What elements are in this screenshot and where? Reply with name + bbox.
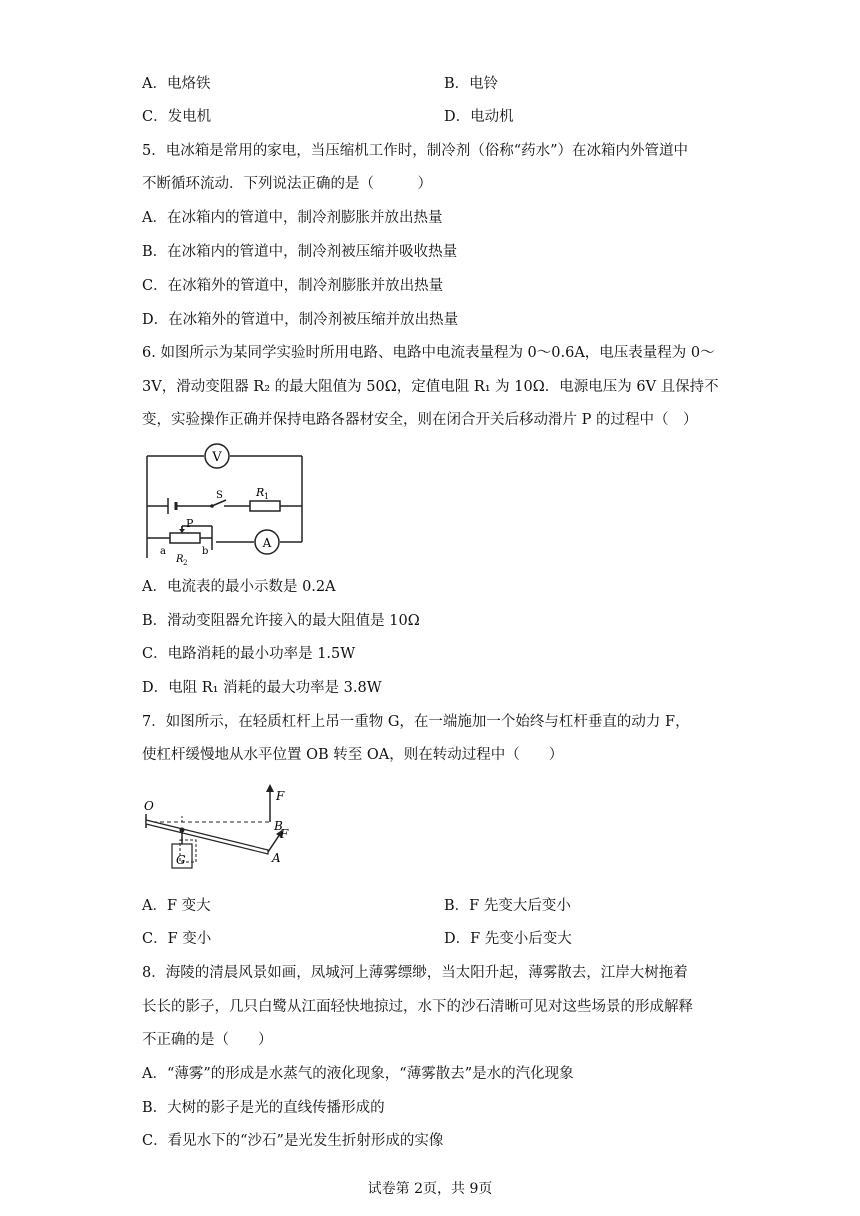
q4-option-d: D．电动机 (444, 109, 514, 125)
q7-option-b: B．F 先变大后变小 (444, 898, 571, 914)
q6-option-c: C．电路消耗的最小功率是 1.5W (142, 646, 356, 662)
q8-option-a: A．“薄雾”的形成是水蒸气的液化现象，“薄雾散去”是水的汽化现象 (142, 1066, 574, 1082)
r2-end-a-label: a (160, 546, 166, 557)
resistor-r1 (250, 501, 280, 511)
force-label-top: F (276, 789, 285, 803)
r2-label: R (176, 554, 184, 565)
q6-option-d: D．电阻 R₁ 消耗的最大功率是 3.8W (142, 680, 382, 696)
q7-option-c: C．F 变小 (142, 931, 212, 947)
q7-option-a: A．F 变大 (142, 898, 211, 914)
ammeter-label: A (262, 536, 272, 550)
lever-oa (146, 820, 268, 854)
q5-stem-line-2: 不断循环流动．下列说法正确的是（ ） (142, 176, 432, 192)
force-arrowhead-b (266, 784, 274, 792)
voltmeter-label: V (212, 450, 222, 465)
q7-stem-line-2: 使杠杆缓慢地从水平位置 OB 转至 OA，则在转动过程中（ ） (142, 747, 564, 763)
r2-end-b-label: b (202, 546, 209, 557)
r1-subscript: 1 (264, 492, 270, 501)
weight-label-g: G (176, 853, 186, 867)
q4-option-a: A．电烙铁 (142, 76, 211, 92)
q6-option-b: B．滑动变阻器允许接入的最大阻值是 10Ω (142, 613, 420, 629)
q8-option-c: C．看见水下的“沙石”是光发生折射形成的实像 (142, 1133, 444, 1149)
q5-option-b: B．在冰箱内的管道中，制冷剂被压缩并吸收热量 (142, 244, 458, 260)
page-footer: 试卷第 2页，共 9页 (367, 1181, 493, 1197)
q4-option-c: C．发电机 (142, 109, 212, 125)
switch-label: S (216, 490, 223, 501)
q5-option-d: D．在冰箱外的管道中，制冷剂被压缩并放出热量 (142, 312, 459, 328)
q8-option-b: B．大树的影子是光的直线传播形成的 (142, 1100, 385, 1116)
q7-option-d: D．F 先变小后变大 (444, 931, 572, 947)
q6-circuit-diagram (140, 442, 310, 568)
slider-label: P (186, 517, 194, 530)
point-label-a: A (272, 851, 281, 865)
point-label-b: B (274, 819, 283, 833)
q6-stem-line-3: 变，实验操作正确并保持电路各器材安全，则在闭合开关后移动滑片 P 的过程中（ ） (142, 412, 698, 428)
q8-stem-line-2: 长长的影子，几只白鹭从江面轻快地掠过，水下的沙石清晰可见对这些场景的形成解释 (142, 999, 693, 1015)
q5-stem-line-1: 5．电冰箱是常用的家电，当压缩机工作时，制冷剂（俗称“药水”）在冰箱内外管道中 (142, 143, 689, 159)
q5-option-c: C．在冰箱外的管道中，制冷剂膨胀并放出热量 (142, 278, 444, 294)
q8-stem-line-3: 不正确的是（ ） (142, 1032, 273, 1048)
q8-stem-line-1: 8．海陵的清晨风景如画，凤城河上薄雾缥缈，当太阳升起，薄雾散去，江岸大树拖着 (142, 965, 688, 981)
q4-option-b: B．电铃 (444, 76, 499, 92)
q6-option-a: A．电流表的最小示数是 0.2A (142, 579, 336, 595)
pivot-label-o: O (144, 799, 154, 813)
rheostat-r2 (170, 533, 200, 543)
q7-stem-line-1: 7．如图所示，在轻质杠杆上吊一重物 G，在一端施加一个始终与杠杆垂直的动力 F， (142, 714, 690, 730)
q7-lever-diagram (140, 780, 300, 880)
force-label-side: F (280, 827, 289, 841)
force-arrow-a (268, 834, 280, 852)
q6-stem-line-2: 3V，滑动变阻器 R₂ 的最大阻值为 50Ω，定值电阻 R₁ 为 10Ω．电源电压为 6V 且保持不 (142, 379, 719, 395)
q5-option-a: A．在冰箱内的管道中，制冷剂膨胀并放出热量 (142, 210, 443, 226)
hanging-point (180, 828, 185, 833)
q6-stem-line-1: 6. 如图所示为某同学实验时所用电路、电路中电流表量程为 0～0.6A，电压表量程为 0～ (142, 345, 715, 361)
r1-label: R (256, 486, 265, 499)
r2-subscript: 2 (183, 559, 188, 567)
